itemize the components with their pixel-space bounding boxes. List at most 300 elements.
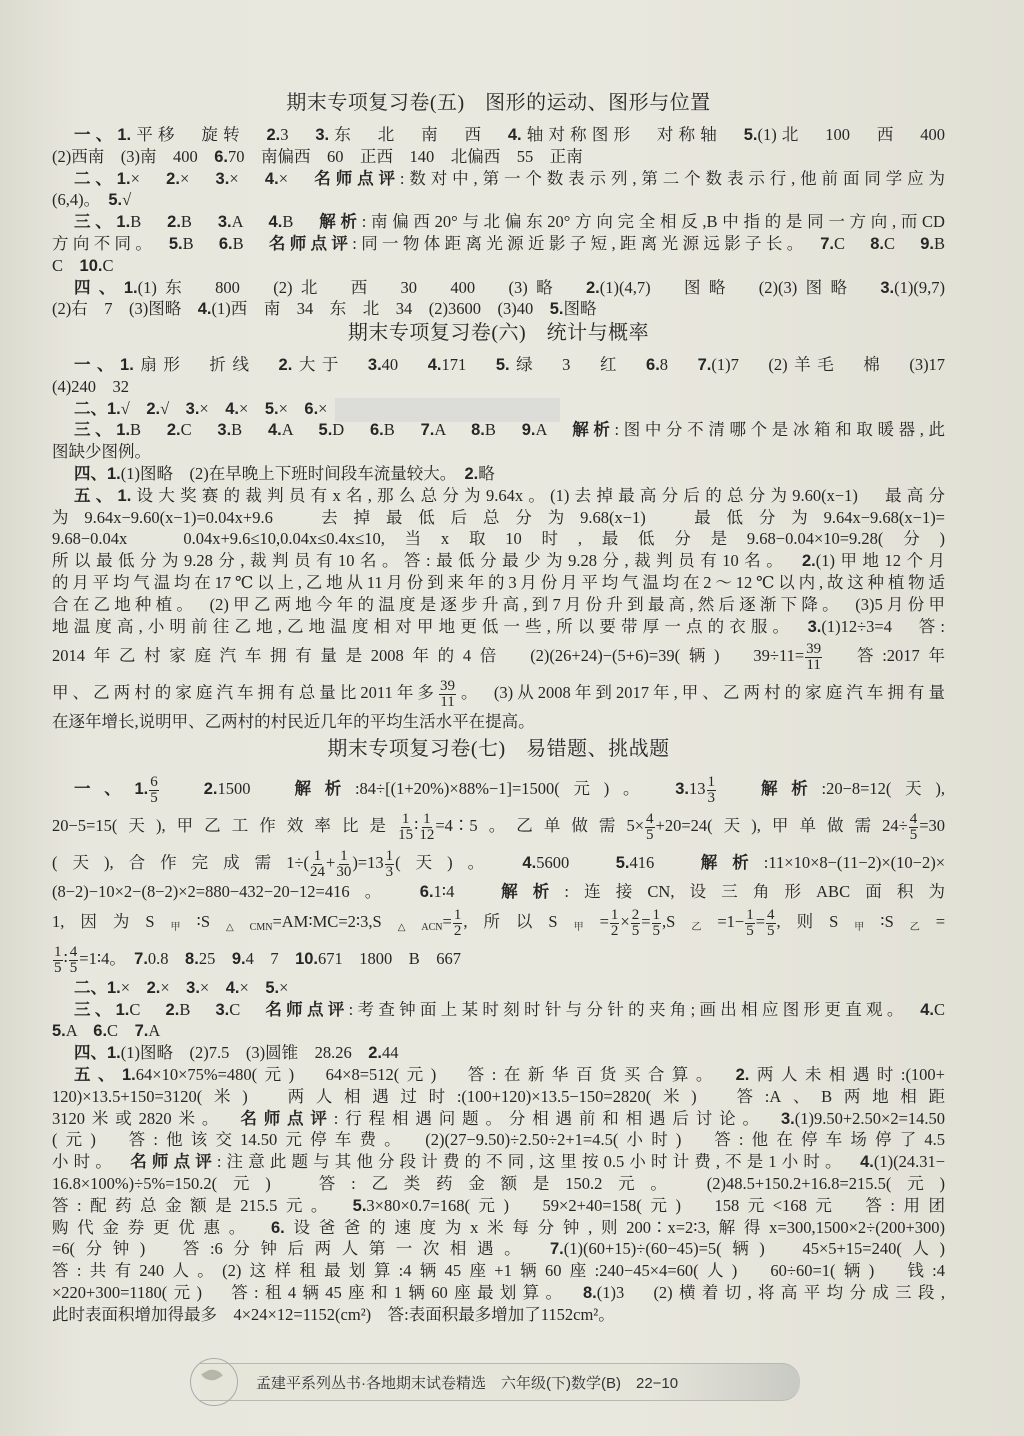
item-label: 5. [168,234,183,253]
subscript: 乙 [893,921,936,933]
section-title: 期末专项复习卷(七) 易错题、挑战题 [327,738,670,760]
answer-text: (天)。 [395,853,523,872]
subscripted-symbol: $S_甲$ [548,911,600,933]
answer-text: 甲、乙两村的家庭汽车拥有总量比2011年多 [52,683,438,703]
item-label: 7. [134,949,148,968]
numerator: 39 [806,641,822,658]
answer-text: =AM∶MC=2∶3, [272,911,373,931]
answer-text: :11×10×8−(11−2)×(10−2)× [763,853,946,872]
item-label: 7. [134,1022,149,1041]
leaf-logo-icon [190,1358,238,1406]
fraction [439,679,456,710]
fraction [610,908,620,939]
answer-text: (1)(60+15)÷(60−45)=5(辆) 45×5+15=240(人) [563,1239,945,1259]
answer-text: C [834,233,871,253]
answer-line [52,572,945,594]
item-label: 2. [585,278,600,297]
answer-text: :南偏西20°与北偏东20°方向完全相反,B中指的是同一方向,而CD [361,212,945,232]
answer-text: C [180,420,218,440]
item-label: 五、1. [74,486,132,505]
item-label: 解析 [319,213,362,232]
answer-text: × [239,398,265,418]
answer-text: ,所以 [463,911,549,931]
numerator: 1 [453,906,462,923]
answer-line [52,1129,945,1151]
answer-text: :84÷[(1+20%)×88%−1]=1500(元)。 [354,779,676,798]
answer-text: (1)7 (2)羊毛 棉 (3)17 [711,355,946,374]
item-label: 4. [225,399,239,418]
numerator: 1 [54,943,62,960]
item-label: 2. [166,169,180,188]
answer-text: A [535,420,573,440]
answer-text: 171 [441,355,496,374]
answer-line [52,1020,945,1042]
fraction [805,642,822,673]
answer-line [52,277,945,299]
item-label: 2. [266,126,281,144]
item-label: 5. [264,399,279,418]
item-label: 5. [318,421,333,440]
answer-line [52,211,945,233]
denominator: 11 [440,694,455,711]
item-label: 5. [108,191,123,210]
answer-line [52,881,945,903]
item-label: 6. [93,1022,108,1041]
answer-text: (2)右 7 (3)图略 [52,299,198,319]
answer-text: = [442,911,452,931]
answer-text: B [282,212,320,232]
item-label: 3. [215,169,230,188]
answer-line [52,999,945,1021]
item-label: 7. [697,356,712,374]
item-label: 9. [231,949,246,968]
answer-text: (1)西 南 34 东 北 34 (2)3600 (3)40 [211,299,550,319]
answer-text: 70 南偏西 60 正西 140 北偏西 55 正南 [228,146,583,166]
subscripted-symbol: $S_乙$ [884,911,936,933]
denominator: 5 [746,922,754,939]
item-label: 解析 [700,854,764,872]
item-label: 4. [268,213,283,232]
answer-line [52,463,945,485]
answer-text: 合在乙地种植。 (2)甲乙两地今年的温度是逐步升高,到7月份升到最高,然后逐渐下降。 (3)5月份甲 [52,594,945,614]
answer-line [52,940,945,977]
subscripted-symbol: $S_{\triangle CMN}$ [200,911,273,933]
answer-text: =1− [717,911,745,931]
item-label: 5. [615,854,630,872]
answer-text: 0.8 [147,948,186,968]
answer-text: :数对中,第一个数表示列,第二个数表示行,他前面同学应为 [399,168,946,188]
answer-line [52,637,945,674]
answer-text: 为9.64x−9.60(x−1)=0.04x+9.6 去掉最低后总分为9.68(x−1) 最低分为9.64x−9.68(x−1)= [52,507,945,527]
answer-text: 25 [198,948,232,968]
item-label: 3. [780,1109,795,1128]
numerator: 1 [423,810,431,827]
item-label: 3. [367,356,382,374]
answer-text: (1)东 800 (2)北 西 30 400 (3)略 [137,277,586,297]
answer-text: 。 (3)从2008年到2017年,甲、乙两村的家庭汽车拥有量 [456,683,945,703]
answer-text: (1)甲地12个月 [815,551,945,571]
answer-text: = [599,911,609,931]
item-label: 5. [352,1196,367,1215]
section-title: 期末专项复习卷(五) 图形的运动、图形与位置 [286,92,711,114]
numerator: 6 [150,773,158,790]
denominator: 5 [767,922,775,939]
answer-text: 5600 [536,853,616,872]
item-label: 3. [315,126,330,144]
answer-text: 购代金券更优惠。 [52,1217,271,1237]
answer-text: 略 [478,463,495,483]
section-review-6 [52,318,945,733]
section-body [52,354,945,733]
section-review-5 [52,88,945,320]
item-label: 解析 [572,421,615,440]
item-label: 8. [471,421,485,440]
section-review-7 [52,734,945,1326]
answer-text: √ [120,398,147,418]
answer-line [52,507,945,529]
answer-line [52,903,945,940]
answer-text: 小时。 [52,1152,131,1172]
item-label: 2. [146,978,161,997]
answer-text: 44 [382,1043,399,1063]
answer-text: A [65,1021,94,1041]
answer-text: 20−5=15(天),甲乙工作效率比是 [52,816,398,835]
answer-text: (1)3 (2)横着切,将高平均分成三段, [596,1282,945,1302]
item-label: 4. [264,169,279,188]
item-label: 一、1. [74,126,132,144]
answer-line [52,977,945,999]
answer-text: =1∶4。 [79,948,135,968]
answer-text: 答:2017年 [823,646,945,666]
item-label: 一、1. [74,780,149,798]
item-label: 6. [419,883,434,901]
fraction [336,849,351,880]
item-label: 2. [464,464,479,483]
item-label: 7. [420,421,435,440]
answer-text: A [231,212,269,232]
item-label: 3. [675,780,690,798]
answer-text: 绿 3 红 [509,355,647,374]
item-label: 10. [79,256,103,275]
answer-text: 图缺少图例。 [52,442,151,462]
numerator: 1 [340,847,348,864]
item-label: 四、1. [74,1044,121,1063]
denominator: 11 [806,657,821,674]
answer-text: (1)图略 (2)在早晚上下班时间段车流量较大。 [120,463,465,483]
item-label: 8. [582,1283,597,1302]
answer-text: × [279,977,289,997]
item-label: 4. [507,126,522,144]
fraction [909,812,919,843]
numerator: 1 [746,906,754,923]
answer-text: 3120米或2820米。 [52,1108,241,1128]
answer-text: 3×80×0.7=168(元) 59×2+40=158(元) 158元<168元 答:用团 [366,1195,945,1215]
answer-text [160,779,204,798]
answer-text: C [102,255,114,275]
answer-line [52,485,945,507]
answer-text: 在逐年增长,说明甲、乙两村的村民近几年的平均生活水平在提高。 [52,712,535,732]
item-label: 6. [304,399,319,418]
fraction [631,908,641,939]
denominator: 24 [310,863,325,880]
denominator: 3 [385,863,394,880]
answer-line [52,419,945,441]
item-label: 四、1. [74,464,121,483]
answer-line [52,674,945,711]
answer-text: B [232,233,269,253]
answer-text: 地温度高,小明前往乙地,乙地温度相对甲地更低一些,所以要带厚一点的衣服。 [52,616,808,636]
answer-text: × [120,977,147,997]
answer-text: 8 [659,355,698,374]
item-label: 2. [278,356,293,374]
answer-text: C [107,1021,135,1041]
answer-text: × [199,977,226,997]
answer-text: (4)240 32 [52,376,129,396]
answer-text: (天),合作完成需1÷( [52,853,309,872]
fraction [645,812,655,843]
item-label: 6. [270,1218,285,1237]
item-label: 2. [167,213,181,232]
answer-text: 1500 [217,779,295,798]
numerator: 1 [401,810,410,827]
item-label: 10. [295,949,319,968]
answer-text: =30 [919,816,946,835]
answer-text: × [620,911,630,931]
section-body [52,770,945,1326]
answer-text: =6(分钟) 答:6分钟后两人第一次相遇。 [52,1239,550,1259]
denominator: 2 [610,922,619,939]
item-label: 二、1. [74,169,131,188]
item-label: 2. [801,552,816,571]
answer-text: 轴对称图形 对称轴 [521,125,744,144]
item-label: 9. [920,234,934,253]
answer-line [52,594,945,616]
answer-text: B [180,212,218,232]
fraction [419,812,434,843]
item-label: 2. [735,1065,750,1084]
item-label: 一、1. [74,356,134,374]
denominator: 30 [336,863,352,880]
answer-text: :行程相遇问题。分相遇前和相遇后讨论。 [333,1108,781,1128]
item-label: 4. [225,978,240,997]
redacted-region [335,398,560,422]
item-label: 3. [186,978,200,997]
item-label: 3. [807,617,822,636]
denominator: 5 [54,959,62,976]
answer-text: B [484,420,522,440]
item-label: 五、1. [74,1065,136,1084]
answer-line [52,1304,945,1326]
answer-text: 1∶4 [433,882,502,901]
answer-text: A [281,420,319,440]
answer-text: × [130,168,167,188]
answer-line [52,124,945,146]
answer-text: = [755,911,766,931]
fraction [652,908,662,939]
answer-line [52,168,945,190]
subscript: 乙 [675,921,718,933]
item-label: 4. [522,854,537,872]
answer-text: (8−2)−10×2−(8−2)×2=880−432−20−12=416。 [52,882,420,901]
answer-text: × [278,398,305,418]
item-label: 2. [166,421,181,440]
answer-text: 设大奖赛的裁判员有x名,那么总分为9.64x。(1)去掉最高分后的总分为9.60(x−1) 最高分 [131,485,945,505]
answer-text: B [182,233,219,253]
answer-text: 416 [629,853,701,872]
numerator: 1 [707,773,716,790]
answer-text [717,779,761,798]
answer-line [52,298,945,320]
item-label: 5. [495,356,510,374]
fraction [766,908,776,939]
answer-text: B [231,420,268,440]
answer-text: B [383,420,421,440]
item-label: 6. [218,234,233,253]
subscripted-symbol: $S_乙$ [666,911,718,933]
subscript: △CMN [210,921,273,933]
fraction [69,945,79,976]
answer-text: 图略 [563,299,597,319]
item-label: 4. [860,1153,874,1172]
fraction [53,945,63,976]
answer-text: ∶ [63,948,68,968]
answer-text: ,则 [776,911,830,931]
item-label: 名师点评 [314,169,400,188]
answer-text: B [179,999,216,1019]
answer-text: 4 7 [245,948,296,968]
answer-text: 答:共有240人。(2)这样租最划算:4辆45座+1辆60座:240−45×4=60(人) 60÷60=1(辆) 钱:4 [52,1261,945,1281]
item-label: 2. [203,780,218,798]
answer-text: 9.68−0.04x 0.04x+9.6≤10,0.04x≤0.4x≤10,当x取10时,最低分是9.68−0.04×10=9.28(分) [52,529,945,549]
answer-line [52,354,945,376]
answer-line [52,1173,945,1195]
denominator: 3 [707,789,716,806]
answer-text: C [933,999,945,1019]
footer-text: 孟建平系列丛书·各地期末试卷精选 六年级(下)数学(B) 22−10 [256,1375,679,1392]
answer-text: 两人未相遇时:(100+ [749,1064,945,1084]
numerator: 4 [767,906,775,923]
answer-line [52,1282,945,1304]
answer-text: C [883,233,921,253]
answer-line [52,1195,945,1217]
subscript: 甲 [838,921,881,933]
answer-line [52,1086,945,1108]
answer-text: 120)×13.5+150=3120(米) 两人相遇过时:(100+120)×13.5−150=2820(米) 答:A、B两地相距 [52,1086,945,1106]
answer-text: D [332,420,370,440]
denominator: 5 [69,959,78,976]
fraction [149,775,159,806]
answer-line [52,189,945,211]
numerator: 39 [439,678,455,695]
answer-text: 2014年乙村家庭汽车拥有量是2008年的4倍 (2)(26+24)−(5+6)=39(辆) 39÷11= [52,646,805,666]
item-label: 6. [214,147,228,166]
item-label: 二、1. [74,399,121,418]
answer-text: 扇形 折线 [133,355,279,374]
numerator: 4 [646,810,654,827]
answer-text: = [641,911,651,931]
answer-text: ∶ [414,816,419,835]
denominator: 15 [398,826,414,843]
answer-text: × [179,168,216,188]
answer-text: :注意此题与其他分段计费的不同,这里按0.5小时计费,不是1小时。 [216,1152,861,1172]
item-label: 名师点评 [268,234,353,253]
answer-text: , [662,911,667,931]
item-label: 4. [197,300,212,319]
item-label: 2. [165,1000,180,1019]
section-title: 期末专项复习卷(六) 统计与概率 [347,322,650,344]
answer-text: 所以最低分为9.28分,裁判员有10名。答:最低分最少为9.28分,裁判员有10名。 [52,551,802,571]
answer-text: +20=24(天),甲单做需24÷ [655,816,908,835]
section-body [52,124,945,320]
answer-line [52,255,945,277]
denominator: 5 [150,789,158,806]
answer-text: (1)12÷3=4 答: [821,616,946,636]
fraction [398,812,413,843]
item-label: 2. [146,399,161,418]
answer-line [52,550,945,572]
item-label: 7. [820,234,834,253]
answer-line [52,616,945,638]
item-label: 名师点评 [240,1109,334,1128]
page-footer [200,1363,800,1401]
item-label: 三、1. [74,421,131,440]
subscripted-symbol: $S_{\triangle ACN}$ [372,911,443,933]
subscripted-symbol: $S_甲$ [829,911,881,933]
answer-text: × [318,398,328,418]
item-label: 解析 [761,780,822,798]
answer-line [52,146,945,168]
item-label: 三、1. [74,213,131,232]
answer-text: × [278,168,315,188]
answer-text: =4∶5。乙单做需5× [435,816,645,835]
answer-line [52,1064,945,1086]
answer-text: :考查钟面上某时刻时针与分针的夹角;画出相应图形更直观。 [348,999,921,1019]
fraction [310,849,325,880]
item-label: 3. [217,213,232,232]
numerator: 4 [909,810,918,827]
answer-text: 答:配药总金额是215.5元。 [52,1195,353,1215]
fraction [745,908,755,939]
item-label: 3. [880,278,895,297]
item-label: 8. [870,234,884,253]
item-label: 名师点评 [130,1153,217,1172]
answer-line [52,1042,945,1064]
answer-text: 16.8×100%)÷5%=150.2(元) 答:乙类药金额是150.2元。 (2)48.5+150.2+16.8=215.5(元) [52,1173,945,1193]
answer-text: + [326,853,336,872]
answer-text: 东 北 南 西 [329,125,508,144]
item-label: 解析 [294,780,355,798]
item-label: 3. [185,399,200,418]
numerator: 1 [610,906,619,923]
fraction [707,775,717,806]
answer-text: × [199,398,226,418]
answer-text: C [52,255,80,275]
answer-text: (元) 答:他该交14.50元停车费。 (2)(27−9.50)÷2.50÷2+1=4.5(小时) 答:他在停车场停了4.5 [52,1130,945,1150]
item-label: 5. [743,126,758,144]
answer-text: (1)北 100 西 400 [757,125,946,144]
answer-text: ∶ [196,911,201,931]
subscripted-symbol: $S_甲$ [145,911,197,933]
answer-text: A [148,1021,161,1041]
fraction [385,849,395,880]
answer-text: 此时表面积增加得最多 4×24×12=1152(cm²) 答:表面积最多增加了1152cm²。 [52,1304,615,1324]
numerator: 1 [652,906,661,923]
answer-text: × [160,977,187,997]
answer-text: C [129,999,166,1019]
item-label: 4. [920,1000,934,1019]
answer-text: ×220+300=1180(元) 答:租4辆45座和1辆60座最划算。 [52,1282,583,1302]
answer-text: 64×10×75%=480(元) 64×8=512(元) 答:在新华百货买合算。 [135,1064,736,1084]
